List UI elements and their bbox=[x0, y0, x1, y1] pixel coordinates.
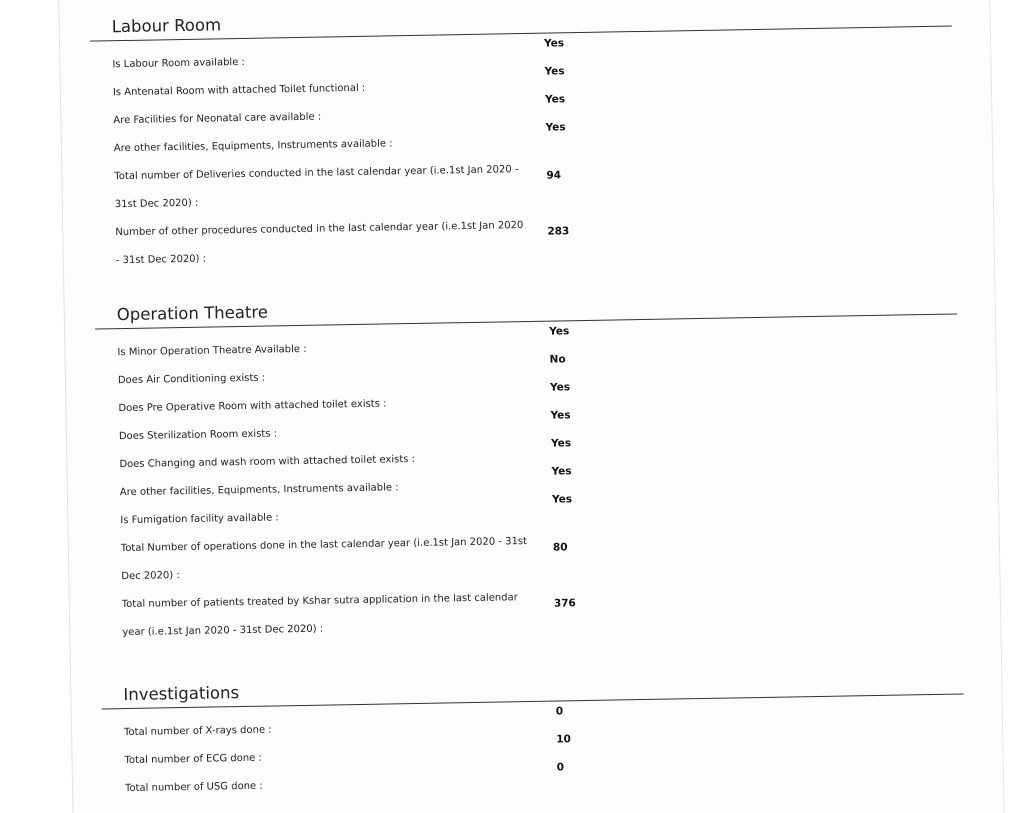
field-label: Is Minor Operation Theatre Available : bbox=[117, 343, 307, 359]
field-label: Total number of ECG done : bbox=[124, 752, 262, 767]
field-value: Yes bbox=[550, 381, 571, 394]
field-value: 94 bbox=[546, 169, 562, 182]
field-label: Does Air Conditioning exists : bbox=[117, 372, 266, 387]
field-value: Yes bbox=[544, 37, 565, 50]
section-title: Operation Theatre bbox=[116, 302, 269, 325]
field-label: Total number of Deliveries conducted in the last calendar year (i.e.1st Jan 2020 - 31st Dec 2020) : bbox=[114, 164, 519, 211]
field-label: Are other facilities, Equipments, Instruments available : bbox=[113, 138, 393, 155]
section-operation-theatre bbox=[95, 288, 963, 647]
field-value: 283 bbox=[547, 225, 570, 238]
field-value: Yes bbox=[551, 493, 573, 506]
field-value: Yes bbox=[545, 121, 566, 134]
field-label: Total number of USG done : bbox=[124, 780, 263, 795]
field-label: Is Antenatal Room with attached Toilet functional : bbox=[112, 82, 366, 99]
field-value: 80 bbox=[552, 541, 568, 554]
field-label: Are other facilities, Equipments, Instruments available : bbox=[119, 482, 399, 499]
field-value: Yes bbox=[551, 465, 572, 478]
field-label: Is Fumigation facility available : bbox=[120, 512, 279, 527]
field-value: 0 bbox=[556, 761, 565, 774]
field-label: Are Facilities for Neonatal care available : bbox=[113, 111, 322, 127]
field-value: 376 bbox=[553, 597, 576, 610]
field-label: Does Sterilization Room exists : bbox=[118, 428, 278, 443]
document-sheet bbox=[58, 0, 1005, 813]
field-label: Is Labour Room available : bbox=[112, 56, 245, 71]
field-value: Yes bbox=[549, 325, 570, 338]
field-value: Yes bbox=[544, 65, 565, 78]
section-title: Labour Room bbox=[111, 15, 222, 37]
section-labour-room bbox=[90, 1, 956, 276]
field-value: Yes bbox=[550, 409, 571, 422]
field-label: Does Changing and wash room with attached toilet exists : bbox=[119, 453, 416, 471]
field-value: 10 bbox=[556, 733, 571, 746]
field-label: Number of other procedures conducted in the last calendar year (i.e.1st Jan 2020 - 31st Dec 2020) : bbox=[115, 220, 524, 267]
field-label: Total number of patients treated by Kshar sutra application in the last calendar year (i.e.1st Jan 2020 - 31st Dec 2020) : bbox=[121, 592, 518, 639]
section-title: Investigations bbox=[123, 683, 240, 705]
section-investigations bbox=[101, 668, 965, 803]
field-value: Yes bbox=[544, 93, 566, 106]
field-value: Yes bbox=[550, 437, 572, 450]
field-value: 0 bbox=[555, 705, 564, 718]
field-label: Total Number of operations done in the last calendar year (i.e.1st Jan 2020 - 31st Dec 2020) : bbox=[120, 536, 528, 583]
field-value: No bbox=[549, 353, 566, 366]
field-label: Does Pre Operative Room with attached toilet exists : bbox=[118, 398, 387, 415]
field-label: Total number of X-rays done : bbox=[123, 724, 272, 739]
